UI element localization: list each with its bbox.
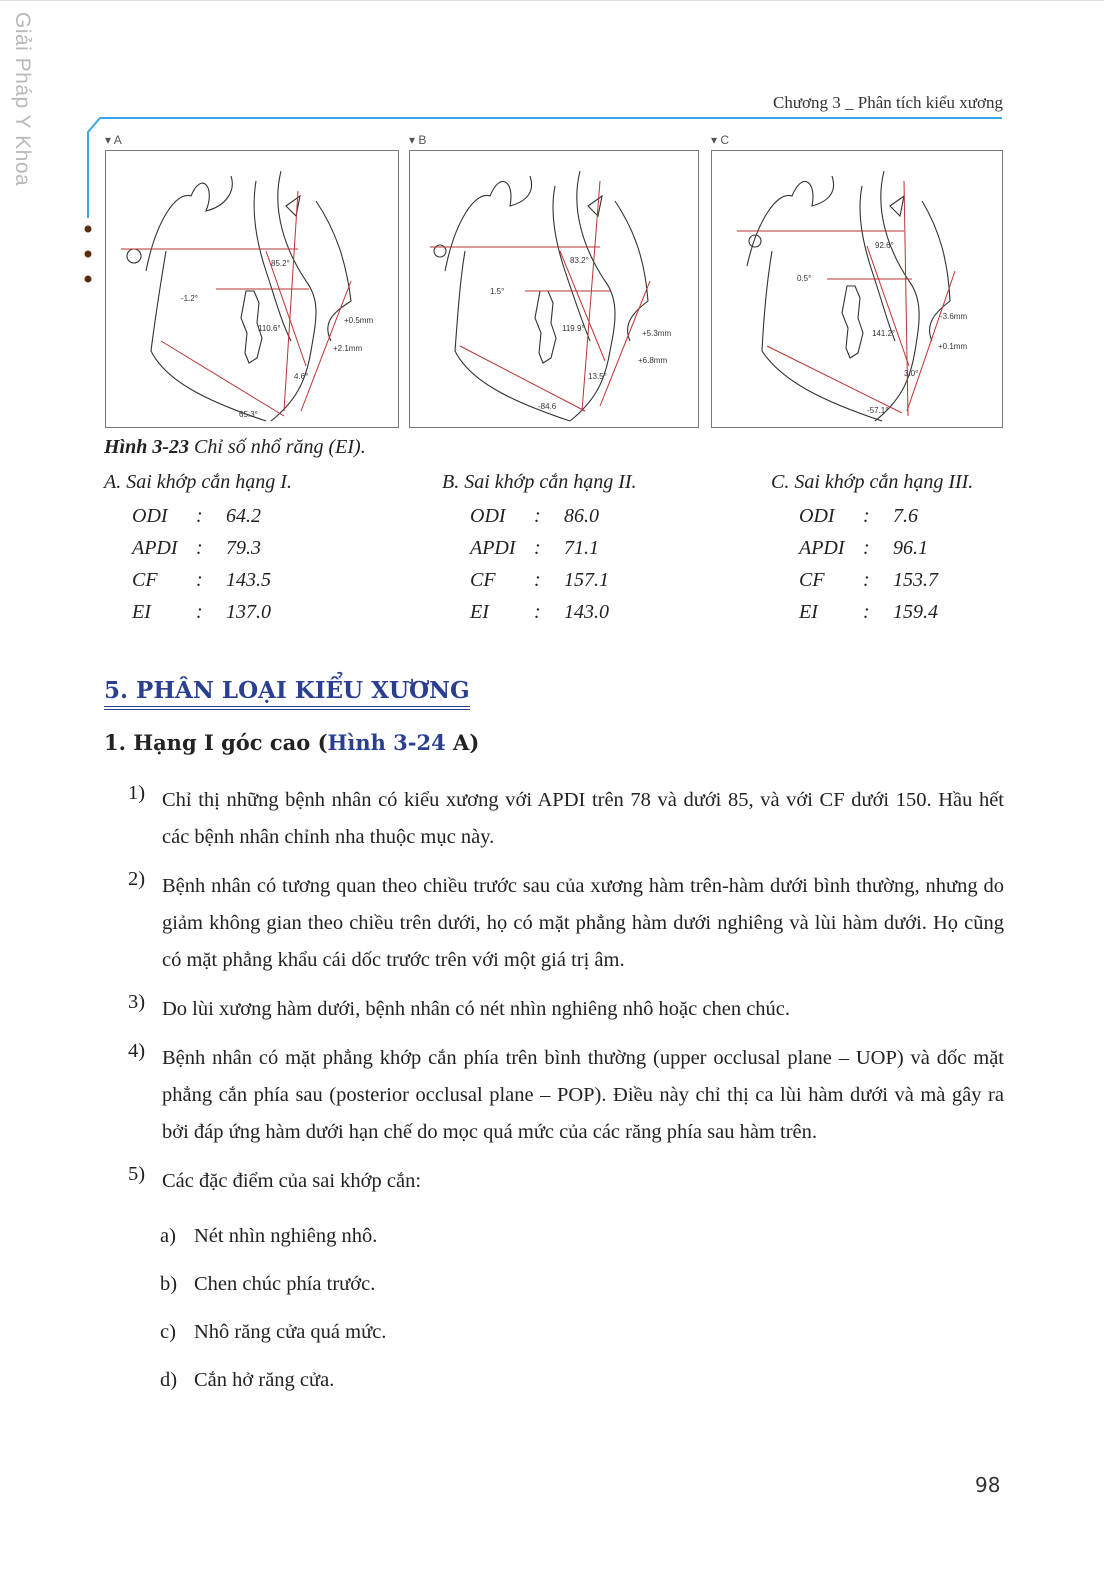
side-brand-watermark: Giải Pháp Y Khoa	[11, 12, 34, 187]
measurement-label: +0.5mm	[344, 316, 374, 325]
figure-panel-a	[105, 130, 399, 428]
measurement-label: 3.0°	[904, 369, 919, 378]
measurement-label: +6.8mm	[638, 356, 668, 365]
sub-list-item: b) Chen chúc phía trước.	[160, 1273, 376, 1295]
triangle-marker-icon: ▾	[711, 133, 718, 147]
case-block-c	[771, 468, 973, 628]
measurement-label: 4.6°	[294, 372, 309, 381]
sub-list-item: c) Nhô răng cửa quá mức.	[160, 1321, 387, 1343]
triangle-marker-icon: ▾	[409, 133, 416, 147]
figure-label: ▾ A	[105, 133, 122, 147]
case-title: A. Sai khớp cắn hạng I.	[104, 471, 292, 493]
sub-list-item: a) Nét nhìn nghiêng nhô.	[160, 1225, 378, 1247]
numbered-list	[128, 782, 1004, 1404]
sub-list	[128, 1212, 1004, 1404]
list-item: 5) Các đặc điểm của sai khớp cắn:	[128, 1163, 422, 1192]
metric-row: APDI : 79.3	[132, 537, 261, 559]
measurement-label: +5.3mm	[642, 329, 672, 338]
metric-row: EI : 159.4	[799, 601, 938, 623]
triangle-marker-icon: ▾	[105, 133, 112, 147]
metric-row: APDI : 71.1	[470, 537, 599, 559]
sub-list-item: d) Cắn hở răng cửa.	[160, 1369, 335, 1391]
figure-number: Hình 3-23	[104, 436, 190, 458]
bullet-dot-icon	[85, 276, 92, 283]
metric-row: EI : 137.0	[132, 601, 271, 623]
list-item: 2) Bệnh nhân có tương quan theo chiều trước sau của xương hàm trên-hàm dưới bình thường, nhưng do giảm không gian theo chiều trên dưới, họ có mặt phẳng hàm dưới nghiêng và lùi hàm dưới. Họ cũng có mặt phẳng khẩu cái dốc trước trên với một giá trị âm.	[128, 868, 1004, 971]
metric-row: CF : 153.7	[799, 569, 938, 591]
case-title: C. Sai khớp cắn hạng III.	[771, 471, 974, 493]
measurement-label: 110.6°	[258, 324, 281, 333]
cephalometric-tracing-b	[409, 150, 699, 428]
metric-row: APDI : 96.1	[799, 537, 928, 559]
measurement-label: -1.2°	[181, 294, 198, 303]
skull-tracing-drawing	[712, 151, 1002, 427]
bullet-dot-icon	[85, 251, 92, 258]
figure-panel-c	[711, 130, 1003, 428]
measurement-label: +0.1mm	[938, 342, 968, 351]
case-title: B. Sai khớp cắn hạng II.	[442, 471, 637, 493]
metric-row: EI : 143.0	[470, 601, 609, 623]
metric-row: CF : 157.1	[470, 569, 609, 591]
measurement-label: 119.9°	[562, 324, 585, 333]
metric-row: ODI : 64.2	[132, 505, 261, 527]
measurement-label: -84.6	[538, 402, 557, 411]
page-number: 98	[975, 1473, 1001, 1497]
skull-tracing-drawing	[410, 151, 698, 427]
measurement-label: 83.2°	[570, 256, 589, 265]
list-item: 4) Bệnh nhân có mặt phẳng khớp cắn phía trên bình thường (upper occlusal plane – UOP) và dốc mặt phẳng cắn phía sau (posterior occlusal plane – POP). Điều này chỉ thị ca lùi hàm dưới và mà gây ra bởi đáp ứng hàm dưới hạn chế do mọc quá mức của các răng phía sau hàm trên.	[128, 1040, 1004, 1143]
figure-label: ▾ B	[409, 133, 427, 147]
list-item: 1) Chỉ thị những bệnh nhân có kiểu xương với APDI trên 78 và dưới 85, và với CF dưới 150. Hầu hết các bệnh nhân chỉnh nha thuộc mục này.	[128, 782, 1004, 848]
cephalometric-tracing-a	[105, 150, 399, 428]
metric-row: ODI : 86.0	[470, 505, 599, 527]
measurement-label: -3.6mm	[940, 312, 968, 321]
measurement-label: -57.1°	[867, 406, 889, 415]
figure-label: ▾ C	[711, 133, 730, 147]
measurement-label: 1.5°	[490, 287, 505, 296]
figure-panel-b	[409, 130, 699, 428]
cephalometric-tracing-c	[711, 150, 1003, 428]
metric-row: ODI : 7.6	[799, 505, 918, 527]
measurement-label: 0.5°	[797, 274, 812, 283]
measurement-label: 13.5°	[588, 372, 607, 381]
measurement-label: 65.3°	[239, 410, 258, 419]
measurement-label: 85.2°	[271, 259, 290, 268]
list-item: 3) Do lùi xương hàm dưới, bệnh nhân có nét nhìn nghiêng nhô hoặc chen chúc.	[128, 991, 791, 1020]
chapter-header: Chương 3 _ Phân tích kiểu xương	[772, 93, 1003, 112]
measurement-label: +2.1mm	[333, 344, 363, 353]
figure-title: Chỉ số nhổ răng (EI).	[194, 436, 366, 458]
measurement-label: 92.6°	[875, 241, 894, 250]
figure-reference-link[interactable]: Hình 3-24	[327, 730, 446, 755]
metric-row: CF : 143.5	[132, 569, 271, 591]
measurement-label: 141.2°	[872, 329, 896, 338]
subsection-heading: 1. Hạng I góc cao (Hình 3-24 A)	[104, 730, 480, 755]
figure-caption	[104, 436, 366, 459]
case-block-a	[104, 468, 292, 628]
skull-tracing-drawing	[106, 151, 398, 427]
section-heading: 5. PHÂN LOẠI KIỂU XƯƠNG	[104, 676, 470, 710]
bullet-dot-icon	[85, 226, 92, 233]
case-block-b	[442, 468, 637, 628]
